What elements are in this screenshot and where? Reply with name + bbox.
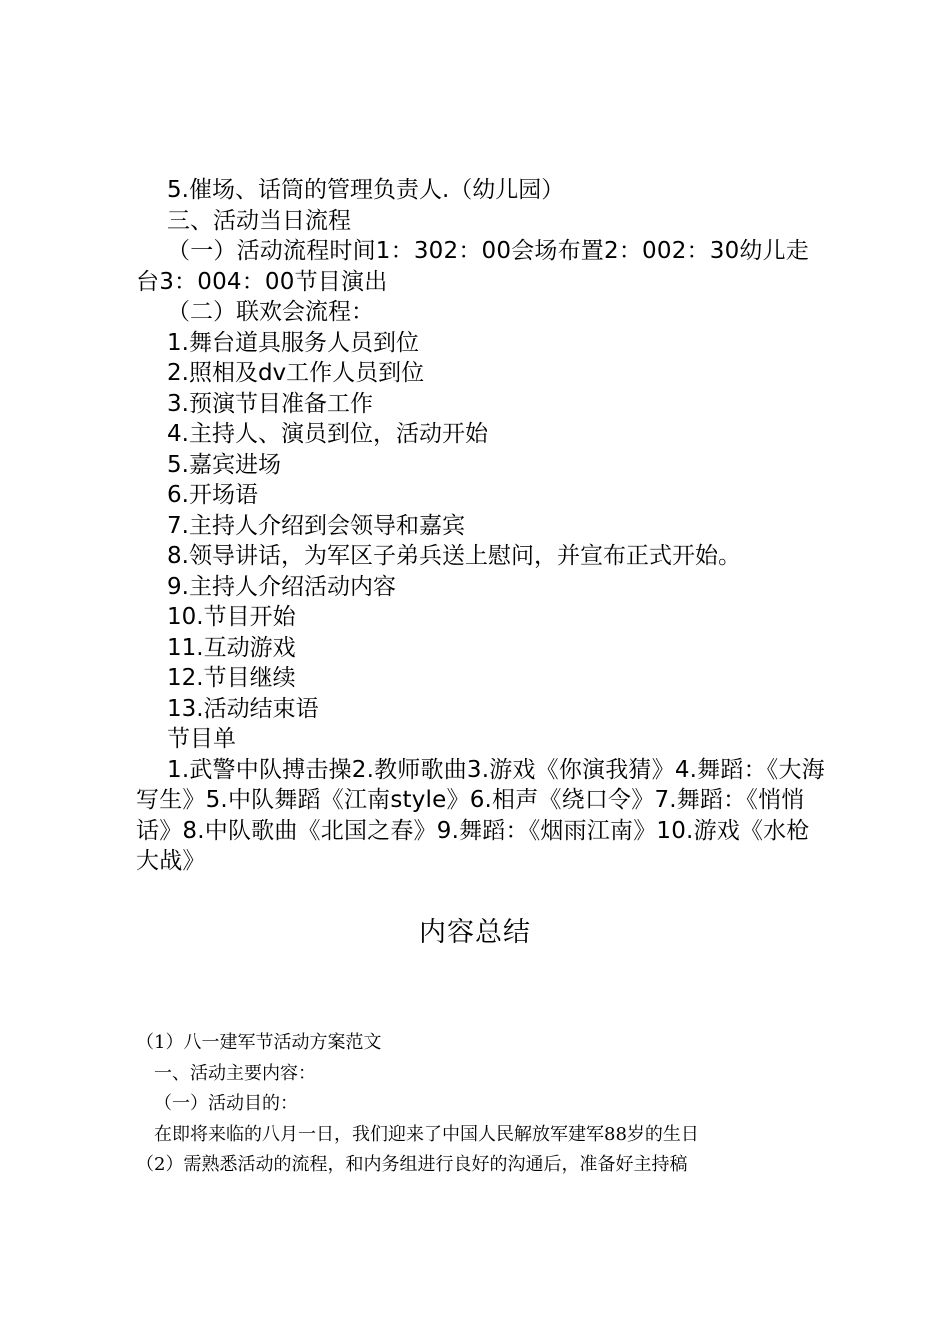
subsection-heading: （二）联欢会流程： xyxy=(167,299,374,325)
main-content xyxy=(136,175,826,877)
list-item: 1.舞台道具服务人员到位 xyxy=(167,329,419,356)
list-item: 10.节目开始 xyxy=(167,604,296,630)
program-list: 1.武警中队搏击操2.教师歌曲3.游戏《你演我猜》4.舞蹈：《大海写生》5.中队舞蹈《江南style》6.相声《绕口令》7.舞蹈：《悄悄话》8.中队歌曲《北国之春》9.舞蹈：《烟雨江南》10.游戏《水枪大战》 xyxy=(136,756,825,874)
list-item: 2.照相及dv工作人员到位 xyxy=(167,360,425,386)
list-item: 8.领导讲话，为军区子弟兵送上慰问，并宣布正式开始。 xyxy=(167,543,741,569)
summary-title: 内容总结 xyxy=(419,917,531,948)
list-item: 4.主持人、演员到位，活动开始 xyxy=(167,421,488,447)
list-item: 3.预演节目准备工作 xyxy=(167,390,373,417)
list-item: 7.主持人介绍到会领导和嘉宾 xyxy=(167,512,465,539)
list-item: 13.活动结束语 xyxy=(167,695,319,722)
summary-line: （1）八一建军节活动方案范文 xyxy=(136,1032,382,1053)
summary-content xyxy=(136,1028,836,1181)
list-item: 9.主持人介绍活动内容 xyxy=(167,573,396,600)
list-item: 11.互动游戏 xyxy=(167,634,296,661)
list-item: 5.嘉宾进场 xyxy=(167,451,281,478)
summary-line: （一）活动目的： xyxy=(154,1093,298,1114)
text-paragraph: （一）活动流程时间1：302：00会场布置2：002：30幼儿走台3：004：00节目演出 xyxy=(136,238,809,295)
program-list-heading: 节目单 xyxy=(167,726,236,752)
section-heading: 三、活动当日流程 xyxy=(167,207,351,234)
summary-line: （2）需熟悉活动的流程，和内务组进行良好的沟通后，准备好主持稿 xyxy=(136,1154,688,1175)
list-item: 6.开场语 xyxy=(167,482,258,508)
summary-line: 一、活动主要内容： xyxy=(154,1062,316,1084)
list-item: 12.节目继续 xyxy=(167,665,296,691)
text-line: 5.催场、话筒的管理负责人.（幼儿园） xyxy=(167,177,565,203)
summary-line: 在即将来临的八月一日，我们迎来了中国人民解放军建军88岁的生日 xyxy=(154,1123,699,1145)
